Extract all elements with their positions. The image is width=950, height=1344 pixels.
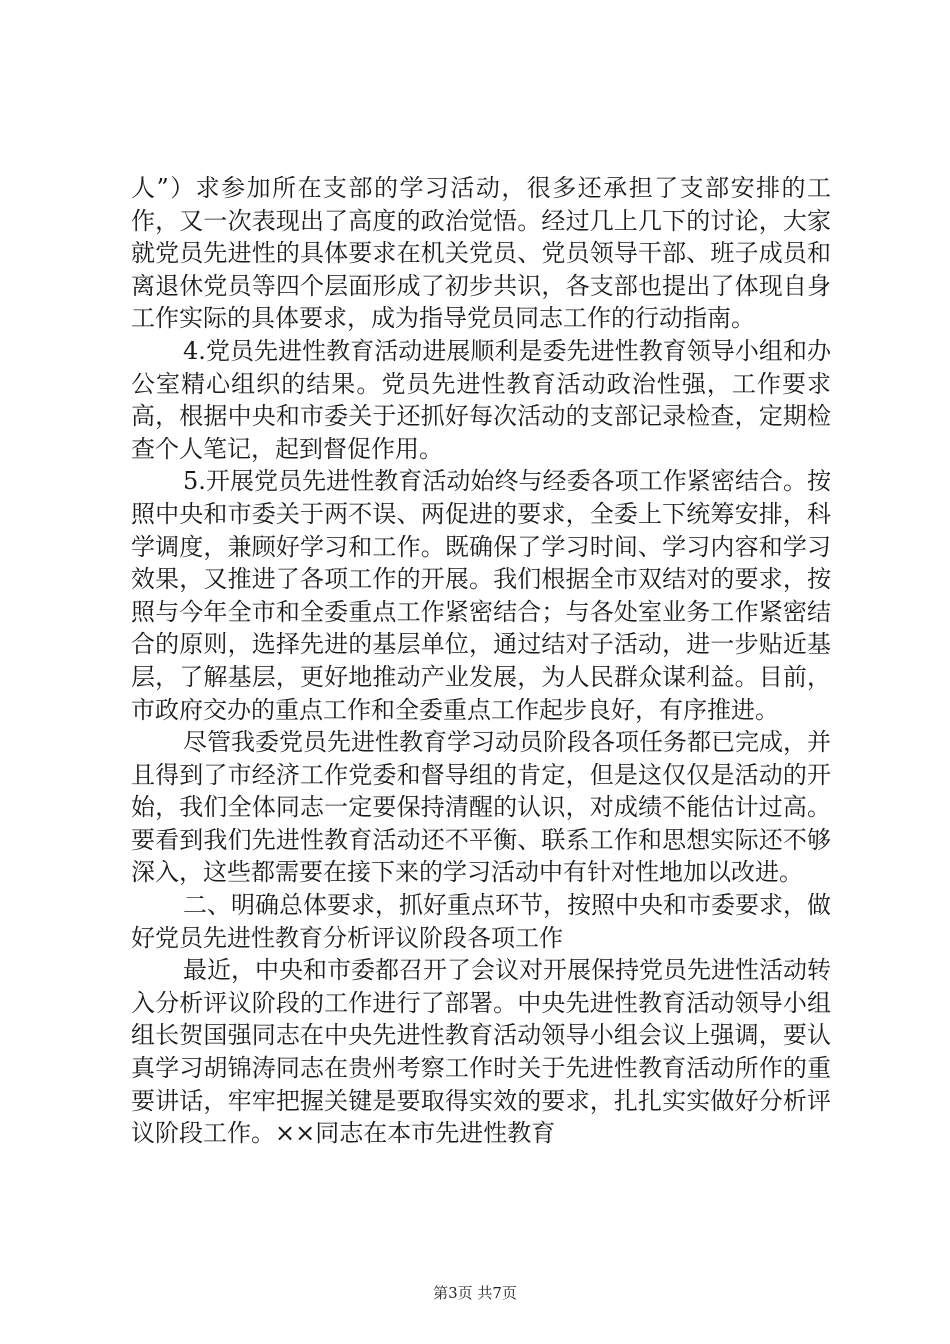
page-footer: 第3页 共7页	[433, 1284, 517, 1302]
section-heading-2: 二、明确总体要求，抓好重点环节，按照中央和市委要求，做好党员先进性教育分析评议阶段各项工作	[131, 891, 831, 952]
paragraph-item-5: 5.开展党员先进性教育活动始终与经委各项工作紧密结合。按照中央和市委关于两不误、两促进的要求，全委上下统筹安排，科学调度，兼顾好学习和工作。既确保了学习时间、学习内容和学习效果，又推进了各项工作的开展。我们根据全市双结对的要求，按照与今年全市和全委重点工作紧密结合；与各处室业务工作紧密结合的原则，选择先进的基层单位，通过结对子活动，进一步贴近基层，了解基层，更好地推动产业发展，为人民群众谋利益。目前，市政府交办的重点工作和全委重点工作起步良好，有序推进。	[131, 467, 831, 724]
paragraph-summary: 尽管我委党员先进性教育学习动员阶段各项任务都已完成，并且得到了市经济工作党委和督导组的肯定，但是这仅仅是活动的开始，我们全体同志一定要保持清醒的认识，对成绩不能估计过高。要看到我们先进性教育活动还不平衡、联系工作和思想实际还不够深入，这些都需要在接下来的学习活动中有针对性地加以改进。	[131, 728, 831, 887]
document-body	[131, 172, 831, 1150]
paragraph-continuation: 人”）求参加所在支部的学习活动，很多还承担了支部安排的工作，又一次表现出了高度的政治觉悟。经过几上几下的讨论，大家就党员先进性的具体要求在机关党员、党员领导干部、班子成员和离退休党员等四个层面形成了初步共识，各支部也提出了体现自身工作实际的具体要求，成为指导党员同志工作的行动指南。	[131, 174, 831, 333]
paragraph-recent: 最近，中央和市委都召开了会议对开展保持党员先进性活动转入分析评议阶段的工作进行了部署。中央先进性教育活动领导小组组长贺国强同志在中央先进性教育活动领导小组会议上强调，要认真学习胡锦涛同志在贵州考察工作时关于先进性教育活动所作的重要讲话，牢牢把握关键是要取得实效的要求，扎扎实实做好分析评议阶段工作。××同志在本市先进性教育	[131, 956, 831, 1148]
paragraph-item-4: 4.党员先进性教育活动进展顺利是委先进性教育领导小组和办公室精心组织的结果。党员先进性教育活动政治性强，工作要求高，根据中央和市委关于还抓好每次活动的支部记录检查，定期检查个人笔记，起到督促作用。	[131, 336, 831, 463]
